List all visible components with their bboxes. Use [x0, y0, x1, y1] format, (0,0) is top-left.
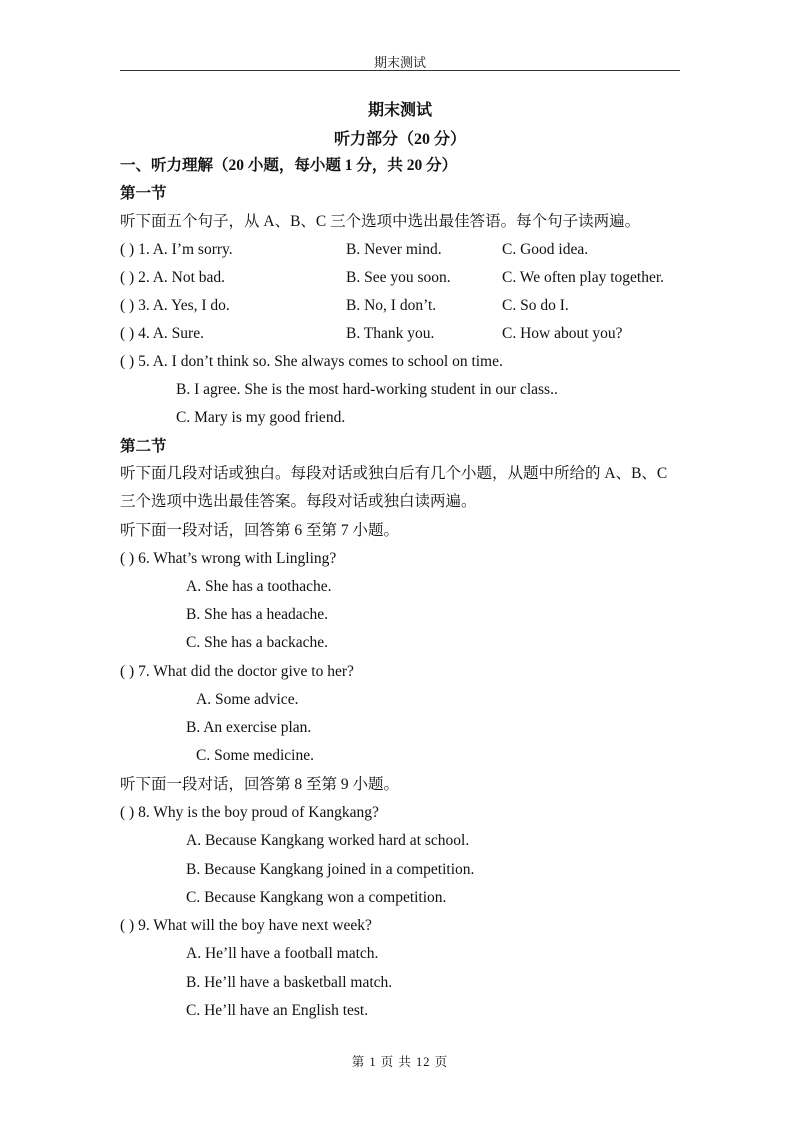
question-2-option-a: ( ) 2. A. Not bad. — [120, 269, 226, 286]
question-9-option-c: C. He’ll have an English test. — [186, 1002, 369, 1019]
page-subtitle: 听力部分（20 分） — [333, 131, 466, 148]
question-9-stem: ( ) 9. What will the boy have next week? — [120, 917, 372, 934]
dialogue-1-intro: 听下面一段对话，回答第 6 至第 7 小题。 — [120, 522, 400, 539]
question-1-option-a: ( ) 1. A. I’m sorry. — [120, 241, 233, 258]
question-7-option-c: C. Some medicine. — [196, 747, 314, 764]
question-8-option-b: B. Because Kangkang joined in a competition. — [186, 861, 475, 878]
question-8-option-a: A. Because Kangkang worked hard at school. — [186, 832, 470, 849]
question-4-option-c: C. How about you? — [502, 325, 623, 342]
question-4-option-a: ( ) 4. A. Sure. — [120, 325, 204, 342]
question-2-option-c: C. We often play together. — [502, 269, 665, 286]
part2-label: 第二节 — [120, 438, 167, 455]
question-6-option-c: C. She has a backache. — [186, 634, 329, 651]
part2-instruction: 听下面几段对话或独白。每段对话或独白后有几个小题，从题中所给的 A、B、C 三个选项中选出最佳答案。每段对话或独白读两遍。 — [120, 465, 668, 510]
question-2-option-b: B. See you soon. — [346, 269, 451, 286]
part1-instruction: 听下面五个句子，从 A、B、C 三个选项中选出最佳答语。每个句子读两遍。 — [120, 213, 641, 230]
question-9-option-b: B. He’ll have a basketball match. — [186, 974, 393, 991]
question-1-option-b: B. Never mind. — [346, 241, 442, 258]
question-7-stem: ( ) 7. What did the doctor give to her? — [120, 663, 354, 680]
section-heading: 一、听力理解（20 小题，每小题 1 分，共 20 分） — [120, 157, 458, 174]
page-title: 期末测试 — [367, 102, 432, 119]
question-3-option-c: C. So do I. — [502, 297, 569, 314]
part1-label: 第一节 — [120, 185, 167, 202]
page-footer: 第 1 页 共 12 页 — [351, 1055, 449, 1069]
question-4-option-b: B. Thank you. — [346, 325, 435, 342]
question-8-option-c: C. Because Kangkang won a competition. — [186, 889, 447, 906]
question-5-option-b: B. I agree. She is the most hard-working student in our class.. — [176, 381, 558, 398]
question-1-option-c: C. Good idea. — [502, 241, 589, 258]
question-9-option-a: A. He’ll have a football match. — [186, 945, 379, 962]
question-8-stem: ( ) 8. Why is the boy proud of Kangkang? — [120, 804, 379, 821]
running-header: 期末测试 — [373, 55, 426, 70]
question-3-option-b: B. No, I don’t. — [346, 297, 437, 314]
question-6-option-b: B. She has a headache. — [186, 606, 329, 623]
question-3-option-a: ( ) 3. A. Yes, I do. — [120, 297, 230, 314]
question-7-option-a: A. Some advice. — [196, 691, 299, 708]
question-6-stem: ( ) 6. What’s wrong with Lingling? — [120, 550, 337, 567]
dialogue-2-intro: 听下面一段对话，回答第 8 至第 9 小题。 — [120, 776, 400, 793]
question-7-option-b: B. An exercise plan. — [186, 719, 312, 736]
header-rule — [120, 70, 680, 71]
question-6-option-a: A. She has a toothache. — [186, 578, 332, 595]
question-5-option-c: C. Mary is my good friend. — [176, 409, 346, 426]
question-5-option-a: ( ) 5. A. I don’t think so. She always comes to school on time. — [120, 353, 503, 370]
